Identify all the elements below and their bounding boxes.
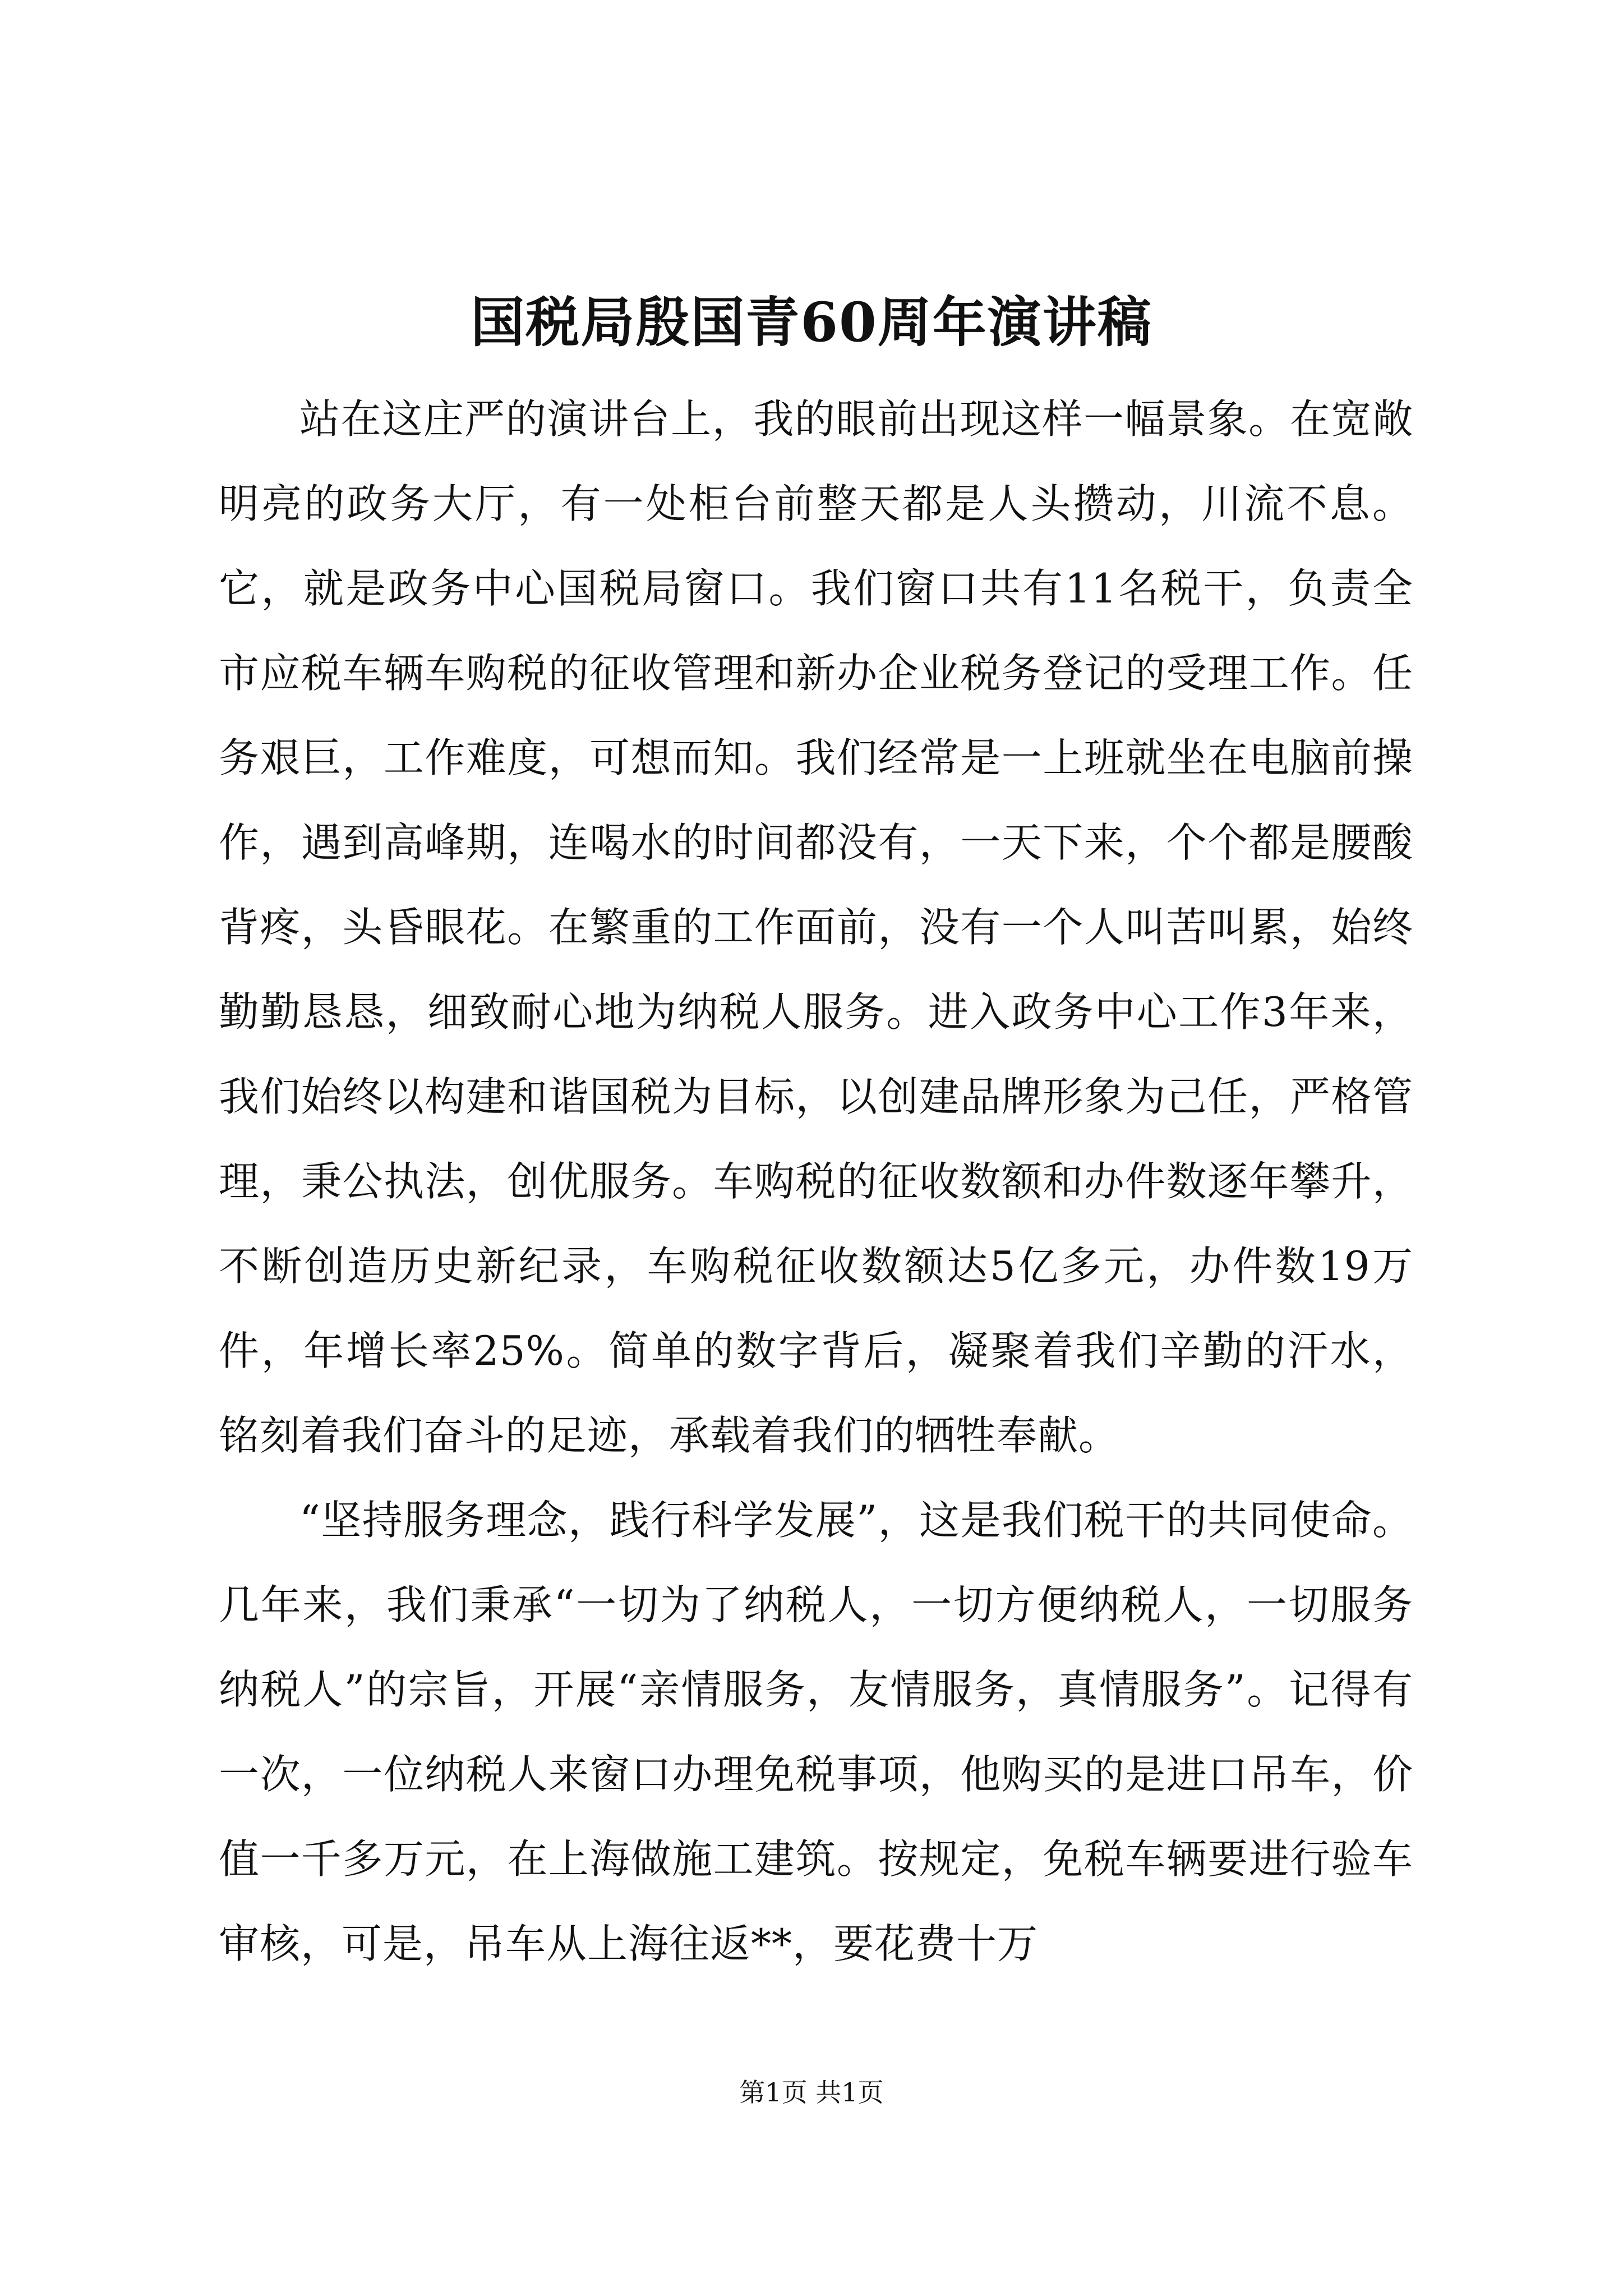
paragraph-1: 站在这庄严的演讲台上，我的眼前出现这样一幅景象。在宽敞明亮的政务大厅，有一处柜台前整天都是人头攒动，川流不息。它，就是政务中心国税局窗口。我们窗口共有11名税干，负责全市应税车辆车购税的征收管理和新办企业税务登记的受理工作。任务艰巨，工作难度，可想而知。我们经常是一上班就坐在电脑前操作，遇到高峰期，连喝水的时间都没有，一天下来，个个都是腰酸背疼，头昏眼花。在繁重的工作面前，没有一个人叫苦叫累，始终勤勤恳恳，细致耐心地为纳税人服务。进入政务中心工作3年来，我们始终以构建和谐国税为目标，以创建品牌形象为己任，严格管理，秉公执法，创优服务。车购税的征收数额和办件数逐年攀升，不断创造历史新纪录，车购税征收数额达5亿多元，办件数19万件，年增长率25%。简单的数字背后，凝聚着我们辛勤的汗水，铭刻着我们奋斗的足迹，承载着我们的牺牲奉献。 <box>219 395 1413 1459</box>
document-body <box>219 377 1413 1986</box>
page-footer: 第1页 共1页 <box>739 2077 884 2108</box>
document-title: 国税局殷国青60周年演讲稿 <box>471 291 1152 354</box>
paragraph-2: “坚持服务理念，践行科学发展”，这是我们税干的共同使命。几年来，我们秉承“一切为了纳税人，一切方便纳税人，一切服务纳税人”的宗旨，开展“亲情服务，友情服务，真情服务”。记得有一次，一位纳税人来窗口办理免税事项，他购买的是进口吊车，价值一千多万元，在上海做施工建筑。按规定，免税车辆要进行验车审核，可是，吊车从上海往返**，要花费十万 <box>219 1497 1413 1967</box>
